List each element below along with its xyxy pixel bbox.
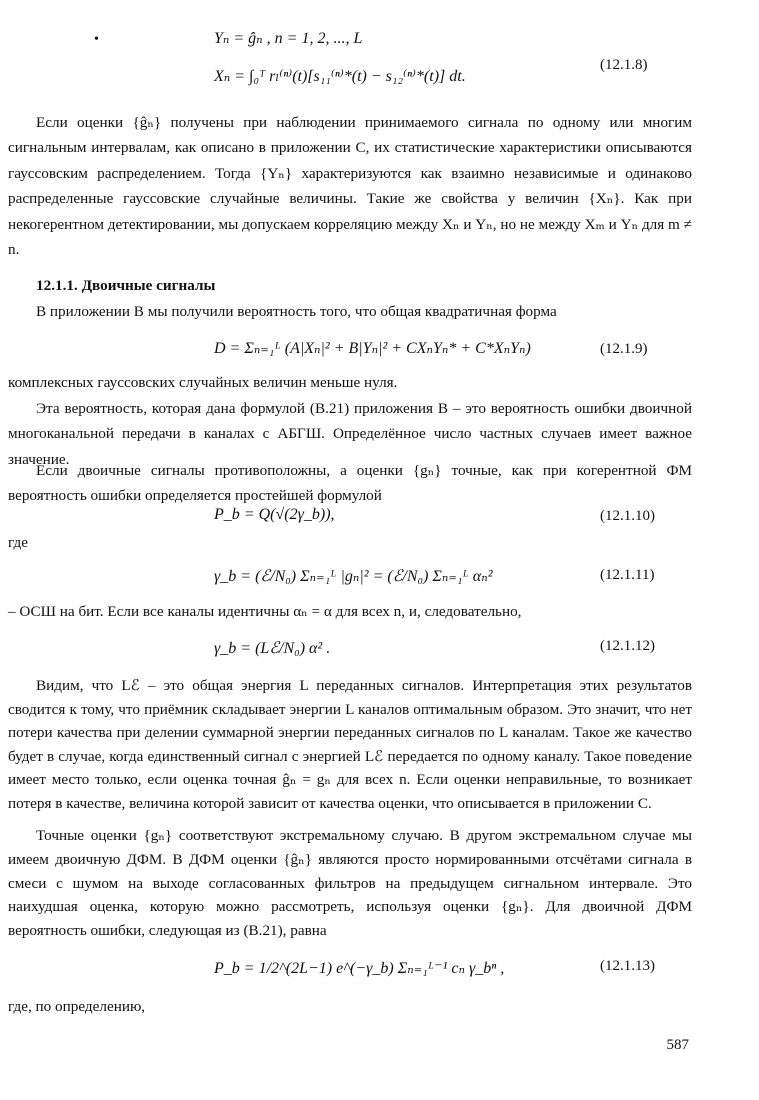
paragraph-dpsk: Точные оценки {gₙ} соответствуют экстремальному случаю. В другом экстремальном случае мы имеем двоичную ДФМ. В ДФМ оценки {ĝₙ} являются просто нормированными отсчётами сигнала в смеси с шумом на выходе согласованных фильтров на предыдущем сигнальном интервале. Это наихудшая оценка, которую можно рассмотреть, используя оценки {gₙ}. Для двоичной ДФМ вероятность ошибки, следующая из (В.21), равна bbox=[8, 827, 692, 940]
equation-y: Yₙ = ĝₙ , n = 1, 2, ..., L bbox=[214, 30, 363, 47]
paragraph-probability: Эта вероятность, которая дана формулой (В.21) приложения В – это вероятность ошибки двоичной многоканальной передачи в каналах с АБГШ. Определённое число частных случаев имеет важное значение. bbox=[8, 400, 692, 468]
paragraph-energy: Видим, что Lℰ – это общая энергия L переданных сигналов. Интерпретация этих результатов сводится к тому, что приёмник складывает энергии L каналов оптимальным образом. Это значит, что нет потери качества при делении суммарной энергии переданных сигналов по L каналам. Такое же качество будет в случае, когда единственный сигнал с энергией Lℰ передается по одному каналу. Такое поведение имеет место только, если оценка точная ĝₙ = gₙ для всех n. Если оценки неправильные, то возникает потеря в качестве, величина которой зависит от качества оценки, что описывается в приложении С. bbox=[8, 677, 692, 812]
equation-number-12-1-10: (12.1.10) bbox=[600, 508, 655, 524]
paragraph-appendix-b: В приложении В мы получили вероятность того, что общая квадратичная форма bbox=[36, 303, 557, 320]
paragraph-antipodal: Если двоичные сигналы противоположны, а оценки {gₙ} точные, как при когерентной ФМ вероятность ошибки определяется простейшей формулой bbox=[8, 462, 692, 505]
equation-number-12-1-11: (12.1.11) bbox=[600, 567, 655, 583]
equation-x: Xₙ = ∫₀ᵀ rₗ⁽ⁿ⁾(t)[s₁₁⁽ⁿ⁾*(t) − s₁₂⁽ⁿ⁾*(t)] dt. bbox=[214, 68, 466, 85]
equation-number-12-1-8: (12.1.8) bbox=[600, 57, 648, 73]
page-number: 587 bbox=[666, 1037, 689, 1053]
equation-number-12-1-13: (12.1.13) bbox=[600, 958, 655, 974]
equation-gamma-identical: γ_b = (Lℰ/N₀) α² . bbox=[214, 640, 331, 657]
label-where-by-definition: где, по определению, bbox=[8, 998, 146, 1015]
label-where: где bbox=[8, 534, 28, 551]
stray-mark: • bbox=[94, 32, 99, 47]
equation-gamma: γ_b = (ℰ/N₀) Σₙ₌₁ᴸ |gₙ|² = (ℰ/N₀) Σₙ₌₁ᴸ αₙ² bbox=[214, 568, 493, 585]
equation-pb: P_b = Q(√(2γ_b)), bbox=[214, 506, 335, 523]
equation-d: D = Σₙ₌₁ᴸ (A|Xₙ|² + B|Yₙ|² + CXₙYₙ* + C*XₙYₙ) bbox=[214, 340, 531, 357]
paragraph-estimates: Если оценки {ĝₙ} получены при наблюдении принимаемого сигнала по одному или многим сигнальным интервалам, как описано в приложении С, их статистические характеристики описываются гауссовским распределением. Тогда {Yₙ} характеризуются как взаимно независимые и одинаково распределенные гауссовские случайные величины. Такие же свойства у величин {Xₙ}. Как при некогерентном детектировании, мы допускаем корреляцию между Xₙ и Yₙ, но не между Xₘ и Yₙ для m ≠ n. bbox=[8, 114, 692, 259]
paragraph-snr: – ОСШ на бит. Если все каналы идентичны αₙ = α для всех n, и, следовательно, bbox=[8, 603, 522, 620]
section-heading: 12.1.1. Двоичные сигналы bbox=[36, 277, 216, 294]
equation-pb-dpsk: P_b = 1/2^(2L−1) e^(−γ_b) Σₙ₌₁ᴸ⁻¹ cₙ γ_bⁿ , bbox=[214, 960, 505, 977]
paragraph-complex-gaussian: комплексных гауссовских случайных величин меньше нуля. bbox=[8, 374, 398, 391]
equation-number-12-1-12: (12.1.12) bbox=[600, 638, 655, 654]
equation-number-12-1-9: (12.1.9) bbox=[600, 341, 648, 357]
